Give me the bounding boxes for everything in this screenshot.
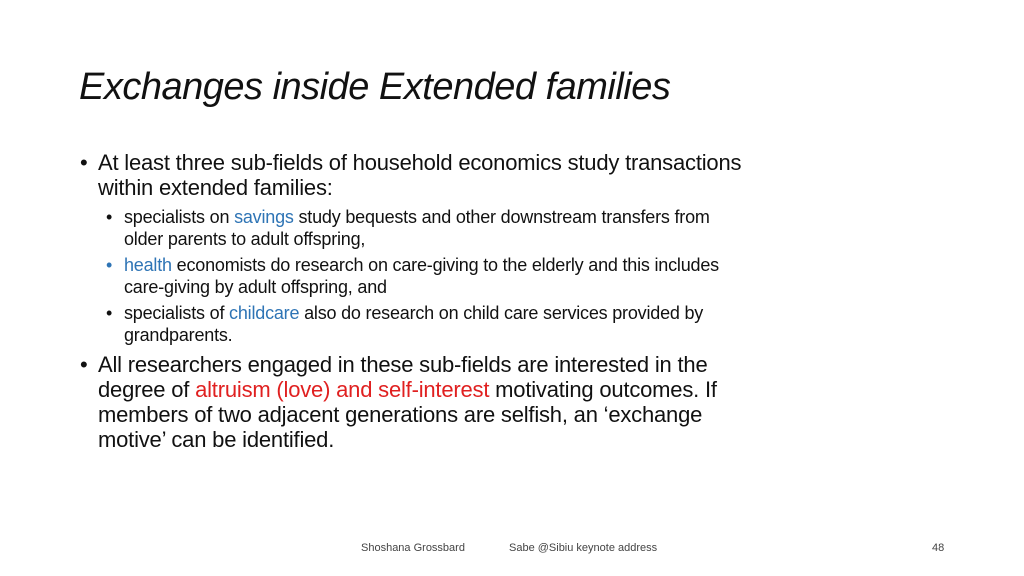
highlight-savings: savings xyxy=(234,207,294,227)
sub-bullet-health xyxy=(80,254,960,298)
sub-bullet-text: specialists on xyxy=(124,207,235,227)
sub-bullet-text-line xyxy=(124,206,960,228)
highlight-altruism: altruism (love) and self-interest xyxy=(195,377,490,402)
bullet-dot: • xyxy=(106,255,113,275)
bullet-text-line: members of two adjacent generations are selfish, an ‘exchange xyxy=(98,402,703,427)
footer-author: Shoshana Grossbard xyxy=(361,542,465,554)
bullet-text: degree of xyxy=(98,377,196,402)
sub-bullet-savings xyxy=(80,206,960,250)
footer-event: Sabe @Sibiu keynote address xyxy=(509,542,658,554)
sub-bullet-text-line: grandparents. xyxy=(124,325,233,345)
bullet-text-line: motive’ can be identified. xyxy=(98,427,335,452)
bullet-dot: • xyxy=(106,303,113,323)
bullet-dot: • xyxy=(106,207,113,227)
bullet-text: motivating outcomes. If xyxy=(489,377,717,402)
bullet-text-line: At least three sub-fields of household economics study transactions xyxy=(98,150,742,175)
sub-bullet-text: also do research on child care services provided by xyxy=(299,303,704,323)
bullet-text-line: within extended families: xyxy=(98,175,333,200)
footer-page-number: 48 xyxy=(932,542,945,554)
highlight-childcare: childcare xyxy=(229,303,300,323)
sub-bullet-text-line xyxy=(124,254,960,276)
sub-bullet-childcare xyxy=(80,302,960,346)
bullet-researchers xyxy=(80,352,960,452)
highlight-health: health xyxy=(124,255,172,275)
sub-bullet-text-line xyxy=(124,302,960,324)
bullet-subfields xyxy=(80,150,960,200)
slide-title: Exchanges inside Extended families xyxy=(79,66,671,108)
bullet-dot: • xyxy=(80,352,88,377)
bullet-text-line: All researchers engaged in these sub-fields are interested in the xyxy=(98,352,708,377)
slide-body xyxy=(80,150,960,458)
bullet-dot: • xyxy=(80,150,88,175)
sub-bullet-text-line: care-giving by adult offspring, and xyxy=(124,277,387,297)
sub-bullet-text: economists do research on care-giving to the elderly and this includes xyxy=(171,255,719,275)
sub-bullet-text: study bequests and other downstream transfers from xyxy=(293,207,710,227)
sub-bullet-text: specialists of xyxy=(124,303,230,323)
sub-bullet-text-line: older parents to adult offspring, xyxy=(124,229,366,249)
bullet-text-line xyxy=(98,377,960,402)
